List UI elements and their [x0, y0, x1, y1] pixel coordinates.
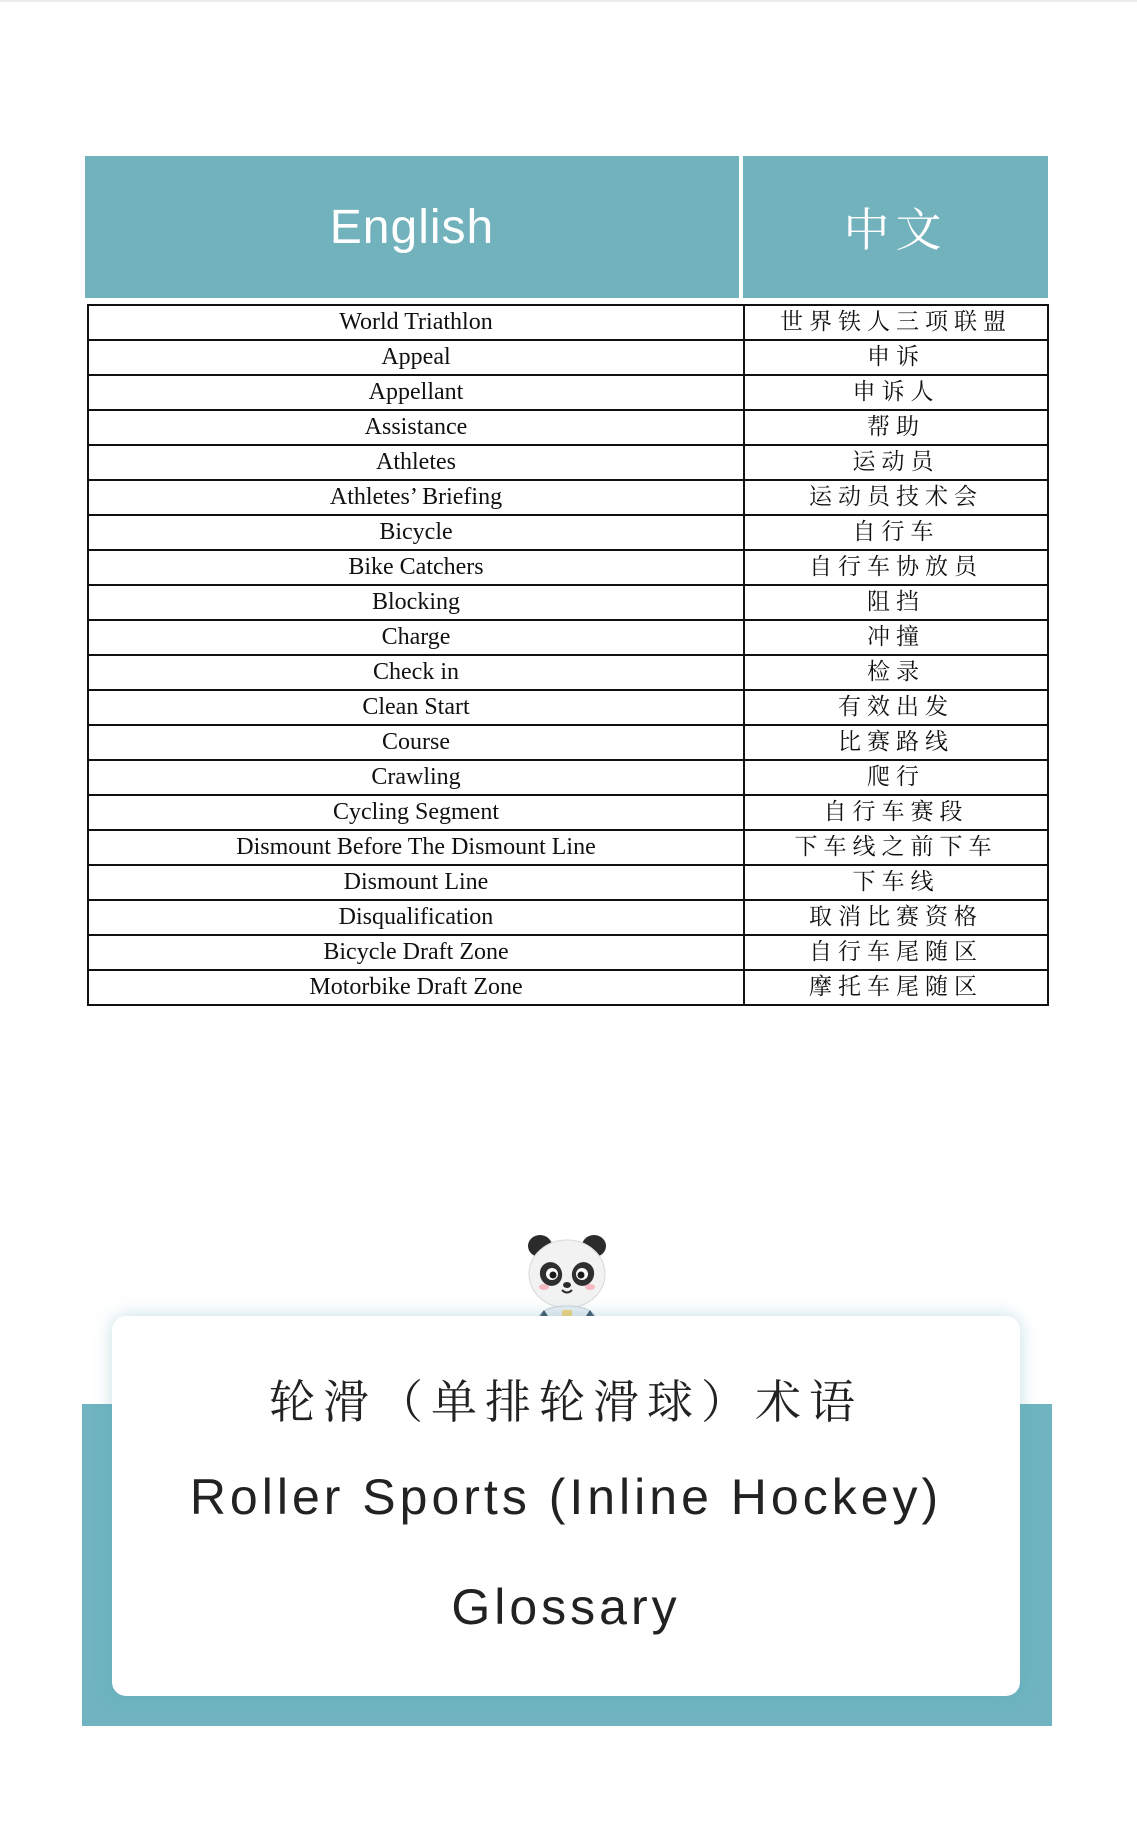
- table-row: [88, 935, 1048, 970]
- table-row: [88, 480, 1048, 515]
- terms-body: [88, 305, 1048, 1005]
- term-chinese: 申诉: [744, 340, 1048, 375]
- term-english: World Triathlon: [88, 305, 744, 340]
- term-english: Cycling Segment: [88, 795, 744, 830]
- table-row: [88, 340, 1048, 375]
- term-chinese: 爬行: [744, 760, 1048, 795]
- card-title-chinese: 轮滑（单排轮滑球）术语: [269, 1375, 863, 1429]
- term-english: Check in: [88, 655, 744, 690]
- table-row: [88, 445, 1048, 480]
- header-english: English: [85, 156, 739, 298]
- term-chinese: 运动员技术会: [744, 480, 1048, 515]
- term-english: Dismount Before The Dismount Line: [88, 830, 744, 865]
- term-english: Athletes: [88, 445, 744, 480]
- term-chinese: 阻挡: [744, 585, 1048, 620]
- term-chinese: 取消比赛资格: [744, 900, 1048, 935]
- term-english: Motorbike Draft Zone: [88, 970, 744, 1005]
- term-chinese: 申诉人: [744, 375, 1048, 410]
- table-row: [88, 690, 1048, 725]
- term-english: Clean Start: [88, 690, 744, 725]
- table-row: [88, 375, 1048, 410]
- table-row: [88, 410, 1048, 445]
- card-title-english: Roller Sports (Inline Hockey): [189, 1469, 943, 1525]
- table-row: [88, 795, 1048, 830]
- term-english: Athletes’ Briefing: [88, 480, 744, 515]
- table-row: [88, 585, 1048, 620]
- table-row: [88, 655, 1048, 690]
- term-chinese: 自行车赛段: [744, 795, 1048, 830]
- panda-mascot-icon: [522, 1230, 612, 1322]
- term-english: Appeal: [88, 340, 744, 375]
- term-chinese: 下车线之前下车: [744, 830, 1048, 865]
- table-row: [88, 620, 1048, 655]
- term-chinese: 摩托车尾随区: [744, 970, 1048, 1005]
- term-chinese: 冲撞: [744, 620, 1048, 655]
- term-chinese: 运动员: [744, 445, 1048, 480]
- term-english: Bicycle: [88, 515, 744, 550]
- glossary-table: [85, 156, 1048, 1006]
- term-chinese: 自行车协放员: [744, 550, 1048, 585]
- table-row: [88, 900, 1048, 935]
- table-row: [88, 760, 1048, 795]
- term-english: Blocking: [88, 585, 744, 620]
- term-english: Charge: [88, 620, 744, 655]
- term-chinese: 世界铁人三项联盟: [744, 305, 1048, 340]
- table-row: [88, 865, 1048, 900]
- term-english: Course: [88, 725, 744, 760]
- table-row: [88, 970, 1048, 1005]
- term-english: Bike Catchers: [88, 550, 744, 585]
- term-chinese: 有效出发: [744, 690, 1048, 725]
- table-row: [88, 305, 1048, 340]
- term-english: Appellant: [88, 375, 744, 410]
- card-subtitle: Glossary: [451, 1579, 681, 1635]
- term-english: Dismount Line: [88, 865, 744, 900]
- table-row: [88, 515, 1048, 550]
- term-chinese: 比赛路线: [744, 725, 1048, 760]
- term-chinese: 自行车尾随区: [744, 935, 1048, 970]
- term-english: Assistance: [88, 410, 744, 445]
- top-divider: [0, 0, 1137, 2]
- term-chinese: 检录: [744, 655, 1048, 690]
- table-row: [88, 725, 1048, 760]
- terms-table: [87, 304, 1049, 1006]
- term-chinese: 下车线: [744, 865, 1048, 900]
- term-english: Bicycle Draft Zone: [88, 935, 744, 970]
- header-chinese: 中文: [743, 156, 1048, 298]
- term-english: Crawling: [88, 760, 744, 795]
- table-row: [88, 830, 1048, 865]
- term-chinese: 帮助: [744, 410, 1048, 445]
- term-english: Disqualification: [88, 900, 744, 935]
- table-row: [88, 550, 1048, 585]
- glossary-title-card: [112, 1316, 1020, 1696]
- table-header: [85, 156, 1048, 298]
- term-chinese: 自行车: [744, 515, 1048, 550]
